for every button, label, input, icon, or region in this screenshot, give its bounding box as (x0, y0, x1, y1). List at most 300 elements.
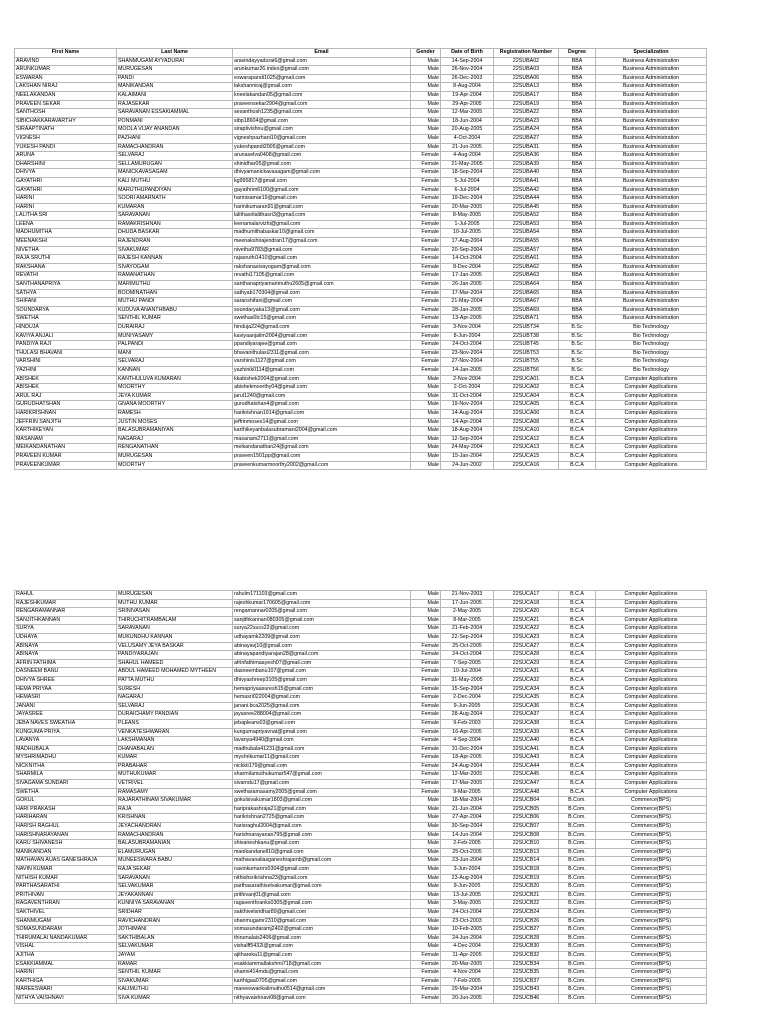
email-cell: hinduja224@gmail.com (233, 324, 411, 333)
registration-number-cell: 22SUCA04 (494, 392, 559, 401)
first-name-cell: SIVAGAMA SUNDARI (15, 780, 117, 789)
dob-cell: 9-Jun-2005 (441, 883, 494, 892)
table-row (15, 57, 707, 66)
first-name-cell: PARTHASARATHI (15, 883, 117, 892)
dob-cell: 4-Sep-2004 (441, 737, 494, 746)
registration-number-cell: 22SUCA29 (494, 659, 559, 668)
table-row (15, 848, 707, 857)
specialization-cell: Commerce(BPS) (596, 883, 707, 892)
header-last-name: Last Name (117, 49, 233, 58)
specialization-cell: Commerce(BPS) (596, 823, 707, 832)
first-name-cell: VARSHINI (15, 358, 117, 367)
table-row (15, 126, 707, 135)
degree-cell: BBA (559, 315, 596, 324)
specialization-cell: Computer Applications (596, 625, 707, 634)
degree-cell: B.Com. (559, 814, 596, 823)
table-row (15, 737, 707, 746)
registration-number-cell: 22SUCA21 (494, 616, 559, 625)
specialization-cell: Commerce(BPS) (596, 840, 707, 849)
specialization-cell: Computer Applications (596, 375, 707, 384)
gender-cell: Female (411, 203, 441, 212)
gender-cell: Female (411, 994, 441, 1003)
dob-cell: 14-Oct-2004 (441, 255, 494, 264)
email-cell: sanjithkannan080305@gmail.com (233, 616, 411, 625)
table-row (15, 186, 707, 195)
gender-cell: Male (411, 797, 441, 806)
specialization-cell: Business Administration (596, 57, 707, 66)
email-cell: yazhinik0114@gmail.com (233, 366, 411, 375)
email-cell: sakthivelsridhar89@gmail.com (233, 908, 411, 917)
email-cell: sesanthosh1235@gmail.com (233, 109, 411, 118)
table-row (15, 324, 707, 333)
first-name-cell: SHARMILA (15, 771, 117, 780)
first-name-cell: SANTHANAPRIYA (15, 281, 117, 290)
gender-cell: Female (411, 255, 441, 264)
last-name-cell: RAVICHANDRAN (117, 917, 233, 926)
table-row (15, 908, 707, 917)
last-name-cell: MUNIYASAMY (117, 332, 233, 341)
last-name-cell: KANTHULUVA KUMARAN (117, 375, 233, 384)
gender-cell: Female (411, 685, 441, 694)
table-row (15, 994, 707, 1003)
dob-cell: 15-Sep-2004 (441, 685, 494, 694)
registration-number-cell: 22SUCA12 (494, 435, 559, 444)
first-name-cell: RAKSHANA (15, 263, 117, 272)
first-name-cell: HARINI (15, 969, 117, 978)
gender-cell: Male (411, 409, 441, 418)
email-cell: kaviyaanjalim2004@gmail.com (233, 332, 411, 341)
table-row (15, 306, 707, 315)
dob-cell: 26-Nov-2004 (441, 66, 494, 75)
dob-cell: 27-Nov-2004 (441, 358, 494, 367)
email-cell: shanmugamr2310@gmail.com (233, 917, 411, 926)
dob-cell: 24-May-2004 (441, 444, 494, 453)
table-row (15, 452, 707, 461)
specialization-cell: Commerce(BPS) (596, 866, 707, 875)
degree-cell: B.Com. (559, 900, 596, 909)
table-row (15, 195, 707, 204)
email-cell: jarul1240@gmail.com (233, 392, 411, 401)
last-name-cell: PONMANI (117, 117, 233, 126)
specialization-cell: Business Administration (596, 212, 707, 221)
first-name-cell: NEELAKANDAN (15, 91, 117, 100)
dob-cell: 18-Mar-2004 (441, 797, 494, 806)
email-cell: praveenkumarmoorthy2002@gmail.com (233, 461, 411, 470)
gender-cell: Male (411, 831, 441, 840)
table-row (15, 298, 707, 307)
last-name-cell: MANICKAVASAGAM (117, 169, 233, 178)
table-row (15, 685, 707, 694)
last-name-cell: JEYA KUMAR (117, 392, 233, 401)
last-name-cell: SELVAKUMAR (117, 883, 233, 892)
table-row (15, 392, 707, 401)
gender-cell: Male (411, 591, 441, 600)
email-cell: sharmilamuthukumar547@gmail.com (233, 771, 411, 780)
last-name-cell: MOOLA VIJAY ANANDAN (117, 126, 233, 135)
dob-cell: 20-Mar-2005 (441, 203, 494, 212)
table-row (15, 780, 707, 789)
email-cell: aravindayyadurai6@gmail.com (233, 57, 411, 66)
last-name-cell: MUTHUKUMAR (117, 771, 233, 780)
registration-number-cell: 22SUCB08 (494, 831, 559, 840)
first-name-cell: DHARSHINI (15, 160, 117, 169)
last-name-cell: RAJASEKAR (117, 100, 233, 109)
first-name-cell: ABINAYA (15, 651, 117, 660)
table-row (15, 160, 707, 169)
gender-cell: Female (411, 745, 441, 754)
gender-cell: Male (411, 109, 441, 118)
degree-cell: B.C.A (559, 444, 596, 453)
gender-cell: Male (411, 599, 441, 608)
email-cell: sibp18604@gmail.com (233, 117, 411, 126)
table-row (15, 409, 707, 418)
gender-cell: Male (411, 100, 441, 109)
registration-number-cell: 22SUCA45 (494, 771, 559, 780)
first-name-cell: PRAVEENKUMAR (15, 461, 117, 470)
specialization-cell: Business Administration (596, 100, 707, 109)
degree-cell: BBA (559, 169, 596, 178)
degree-cell: BBA (559, 186, 596, 195)
first-name-cell: MATHAVAN AUAS GANESHRAJA (15, 857, 117, 866)
first-name-cell: SIRAAPTINATH (15, 126, 117, 135)
registration-number-cell: 22SUBA22 (494, 109, 559, 118)
registration-number-cell: 22SUCA22 (494, 625, 559, 634)
registration-number-cell: 22SUCB28 (494, 934, 559, 943)
last-name-cell: PANDI (117, 74, 233, 83)
email-cell: harishnarayanan795@gmail.com (233, 831, 411, 840)
first-name-cell: NITHISH KUMAR (15, 874, 117, 883)
gender-cell: Female (411, 951, 441, 960)
last-name-cell: BOOMINATHAN (117, 289, 233, 298)
degree-cell: BBA (559, 143, 596, 152)
email-cell: shinidhar05@gmail.com (233, 160, 411, 169)
table-row (15, 117, 707, 126)
table-row (15, 754, 707, 763)
specialization-cell: Computer Applications (596, 711, 707, 720)
first-name-cell: HARIHARAN (15, 814, 117, 823)
first-name-cell: HEMA PRIYAA (15, 685, 117, 694)
registration-number-cell: 22SUCA10 (494, 427, 559, 436)
first-name-cell: RENGARAMANNAR (15, 608, 117, 617)
registration-number-cell: 22SUBA02 (494, 57, 559, 66)
degree-cell: BBA (559, 298, 596, 307)
gender-cell: Female (411, 272, 441, 281)
registration-number-cell: 22SUBA71 (494, 315, 559, 324)
specialization-cell: Computer Applications (596, 719, 707, 728)
table-row (15, 349, 707, 358)
gender-cell: Male (411, 134, 441, 143)
first-name-cell: ARUL RAJ (15, 392, 117, 401)
registration-number-cell: 22SUCB22 (494, 900, 559, 909)
last-name-cell: SELVARAJ (117, 358, 233, 367)
dob-cell: 31-Oct-2004 (441, 392, 494, 401)
header-registration-number: Registration Number (494, 49, 559, 58)
specialization-cell: Business Administration (596, 169, 707, 178)
registration-number-cell: 22SUBA41 (494, 177, 559, 186)
specialization-cell: Business Administration (596, 83, 707, 92)
dob-cell: 10-Jul-2004 (441, 668, 494, 677)
degree-cell: B.Com. (559, 934, 596, 943)
registration-number-cell: 22SUCA23 (494, 633, 559, 642)
first-name-cell: MYSHRIMADHU (15, 754, 117, 763)
table-row (15, 134, 707, 143)
last-name-cell: JEYACHANDRAN (117, 823, 233, 832)
last-name-cell: MANIKANDAN (117, 83, 233, 92)
last-name-cell: RAMANATHAN (117, 272, 233, 281)
last-name-cell: KALIMUTHU (117, 986, 233, 995)
gender-cell: Female (411, 306, 441, 315)
degree-cell: B.Com. (559, 969, 596, 978)
registration-number-cell: 22SUCA32 (494, 676, 559, 685)
degree-cell: B.C.A (559, 694, 596, 703)
email-cell: siraptivishnu@gmail.com (233, 126, 411, 135)
email-cell: ppandiyarajee@gmail.com (233, 341, 411, 350)
gender-cell: Male (411, 625, 441, 634)
gender-cell: Male (411, 427, 441, 436)
registration-number-cell: 22SUBA06 (494, 74, 559, 83)
dob-cell: 21-Feb-2004 (441, 625, 494, 634)
registration-number-cell: 22SUCB13 (494, 848, 559, 857)
registration-number-cell: 22SUBA67 (494, 298, 559, 307)
degree-cell: B.C.A (559, 375, 596, 384)
table-row (15, 461, 707, 470)
registration-number-cell: 22SUBA53 (494, 220, 559, 229)
email-cell: harinisamar19@gmail.com (233, 195, 411, 204)
last-name-cell: MOORTHY (117, 384, 233, 393)
registration-number-cell: 22SUBA63 (494, 272, 559, 281)
last-name-cell: SARAVANAN (117, 625, 233, 634)
specialization-cell: Business Administration (596, 74, 707, 83)
last-name-cell: RAMACHANDRAN (117, 143, 233, 152)
gender-cell: Male (411, 857, 441, 866)
email-cell: sathyab170304@gmail.com (233, 289, 411, 298)
specialization-cell: Computer Applications (596, 608, 707, 617)
last-name-cell: SHANMUGAM AYYADURAI (117, 57, 233, 66)
specialization-cell: Bio Technology (596, 366, 707, 375)
table-row (15, 66, 707, 75)
dob-cell: 21-Jun-2004 (441, 805, 494, 814)
specialization-cell: Commerce(BPS) (596, 934, 707, 943)
dob-cell: 17-Jan-2005 (441, 272, 494, 281)
dob-cell: 24-Oct-2004 (441, 651, 494, 660)
degree-cell: B.Com. (559, 866, 596, 875)
specialization-cell: Commerce(BPS) (596, 805, 707, 814)
email-cell: harikrishnan1914@gmail.com (233, 409, 411, 418)
gender-cell: Female (411, 152, 441, 161)
gender-cell: Male (411, 143, 441, 152)
degree-cell: B.Com. (559, 951, 596, 960)
specialization-cell: Business Administration (596, 229, 707, 238)
table-row (15, 427, 707, 436)
email-cell: jayasree288004@gmail.com (233, 711, 411, 720)
gender-cell: Male (411, 384, 441, 393)
specialization-cell: Computer Applications (596, 754, 707, 763)
degree-cell: B.C.A (559, 616, 596, 625)
last-name-cell: RAJA (117, 805, 233, 814)
last-name-cell: KALAIMANI (117, 91, 233, 100)
registration-number-cell: 22SUBA19 (494, 100, 559, 109)
dob-cell: 18-Sep-2004 (441, 169, 494, 178)
dob-cell: 4-Nov-2004 (441, 969, 494, 978)
specialization-cell: Computer Applications (596, 668, 707, 677)
table-row (15, 934, 707, 943)
registration-number-cell: 22SUCA36 (494, 702, 559, 711)
header-gender: Gender (411, 49, 441, 58)
specialization-cell: Computer Applications (596, 685, 707, 694)
specialization-cell: Computer Applications (596, 651, 707, 660)
table-row (15, 177, 707, 186)
email-cell: hemasri022004@gmail.com (233, 694, 411, 703)
specialization-cell: Commerce(BPS) (596, 969, 707, 978)
dob-cell: 5-Jul-2004 (441, 177, 494, 186)
last-name-cell: SRINIVASAN (117, 608, 233, 617)
dob-cell: 31-Dec-2004 (441, 745, 494, 754)
degree-cell: B.Com. (559, 848, 596, 857)
first-name-cell: HARINI (15, 195, 117, 204)
table-row (15, 719, 707, 728)
last-name-cell: MUTHU KUMAR (117, 599, 233, 608)
dob-cell: 7-Sep-2005 (441, 659, 494, 668)
dob-cell: 24-Jun-2002 (441, 461, 494, 470)
gender-cell: Female (411, 186, 441, 195)
first-name-cell: SATHYA (15, 289, 117, 298)
registration-number-cell: 22SUCA39 (494, 728, 559, 737)
specialization-cell: Computer Applications (596, 427, 707, 436)
specialization-cell: Commerce(BPS) (596, 960, 707, 969)
registration-number-cell: 22SUBA44 (494, 195, 559, 204)
specialization-cell: Bio Technology (596, 349, 707, 358)
gender-cell: Male (411, 74, 441, 83)
registration-number-cell: 22SUCA47 (494, 780, 559, 789)
registration-number-cell: 22SUCB34 (494, 960, 559, 969)
gender-cell: Male (411, 805, 441, 814)
last-name-cell: DURAIRAJ (117, 324, 233, 333)
email-cell: dhivyamanickavasagam@gmail.com (233, 169, 411, 178)
gender-cell: Female (411, 676, 441, 685)
first-name-cell: DHIVYA (15, 169, 117, 178)
first-name-cell: MAREESWARI (15, 986, 117, 995)
first-name-cell: NIVETHA (15, 246, 117, 255)
registration-number-cell: 22SUCA05 (494, 401, 559, 410)
gender-cell: Female (411, 298, 441, 307)
first-name-cell: SHIFANI (15, 298, 117, 307)
gender-cell: Female (411, 195, 441, 204)
gender-cell: Male (411, 461, 441, 470)
degree-cell: BBA (559, 117, 596, 126)
first-name-cell: SOMASUNDARAM (15, 926, 117, 935)
first-name-cell: ARUNKUMAR (15, 66, 117, 75)
email-cell: kg995817@gmail.com (233, 177, 411, 186)
registration-number-cell: 22SUCA18 (494, 599, 559, 608)
degree-cell: B.C.A (559, 418, 596, 427)
degree-cell: BBA (559, 195, 596, 204)
dob-cell: 9-Feb-2003 (441, 719, 494, 728)
first-name-cell: SHANMUGAM (15, 917, 117, 926)
table-row (15, 375, 707, 384)
table-row (15, 74, 707, 83)
gender-cell: Female (411, 315, 441, 324)
email-cell: swethas0tc15@gmail.com (233, 315, 411, 324)
last-name-cell: JAYAM (117, 951, 233, 960)
dob-cell: 17-Mar-2005 (441, 780, 494, 789)
dob-cell: 25-Oct-2005 (441, 848, 494, 857)
registration-number-cell: 22SUCB20 (494, 883, 559, 892)
table-row (15, 444, 707, 453)
degree-cell: B.Com. (559, 986, 596, 995)
email-cell: dasneembanu107@gmail.com (233, 668, 411, 677)
dob-cell: 27-Apr-2004 (441, 814, 494, 823)
last-name-cell: GNANA MOORTHY (117, 401, 233, 410)
first-name-cell: ABISHEK (15, 384, 117, 393)
degree-cell: BBA (559, 160, 596, 169)
registration-number-cell: 22SUCA15 (494, 452, 559, 461)
dob-cell: 12-Mar-2005 (441, 771, 494, 780)
first-name-cell: SURYA (15, 625, 117, 634)
registration-number-cell: 22SUCB18 (494, 866, 559, 875)
registration-number-cell: 22SUCA37 (494, 711, 559, 720)
dob-cell: 31-May-2005 (441, 676, 494, 685)
last-name-cell: MOORTHY (117, 461, 233, 470)
table-row (15, 238, 707, 247)
dob-cell: 26-Dec-2003 (441, 74, 494, 83)
degree-cell: B.Com. (559, 883, 596, 892)
last-name-cell: DHUDA BASKAR (117, 229, 233, 238)
gender-cell: Female (411, 977, 441, 986)
last-name-cell: KUMARAN (117, 203, 233, 212)
specialization-cell: Computer Applications (596, 444, 707, 453)
email-cell: jebapleans03@gmail.com (233, 719, 411, 728)
specialization-cell: Commerce(BPS) (596, 994, 707, 1003)
gender-cell: Male (411, 83, 441, 92)
email-cell: gurudhatshan4@gmail.com (233, 401, 411, 410)
last-name-cell: MARUTHUPANDIYAN (117, 186, 233, 195)
specialization-cell: Bio Technology (596, 358, 707, 367)
gender-cell: Male (411, 900, 441, 909)
degree-cell: B.C.A (559, 435, 596, 444)
registration-number-cell: 22SUCA16 (494, 461, 559, 470)
email-cell: abinayapandiyarajan28@gmail.com (233, 651, 411, 660)
specialization-cell: Computer Applications (596, 452, 707, 461)
dob-cell: 12-Sep-2004 (441, 435, 494, 444)
registration-number-cell: 22SUCA02 (494, 384, 559, 393)
last-name-cell: JEYAKANNAN (117, 891, 233, 900)
registration-number-cell: 22SUCB06 (494, 814, 559, 823)
gender-cell: Male (411, 435, 441, 444)
first-name-cell: GOKUL (15, 797, 117, 806)
email-cell: harikrishnan2725@gmail.com (233, 814, 411, 823)
email-cell: rajasruthi1410@gmail.com (233, 255, 411, 264)
first-name-cell: ABINAYA (15, 642, 117, 651)
gender-cell: Male (411, 126, 441, 135)
table-row (15, 651, 707, 660)
dob-cell: 8-Dec-2004 (441, 263, 494, 272)
last-name-cell: PRABAHAR (117, 762, 233, 771)
email-cell: harisraghul2004@gmail.com (233, 823, 411, 832)
first-name-cell: LAKSHAN NIRAJ (15, 83, 117, 92)
email-cell: sivamdu17@gmail.com (233, 780, 411, 789)
table-row (15, 435, 707, 444)
first-name-cell: VISHAL (15, 943, 117, 952)
specialization-cell: Computer Applications (596, 599, 707, 608)
table-row (15, 883, 707, 892)
first-name-cell: AJITHA (15, 951, 117, 960)
last-name-cell: RAJESH KANNAN (117, 255, 233, 264)
registration-number-cell: 22SUBT53 (494, 349, 559, 358)
table-row (15, 874, 707, 883)
dob-cell: 28-Aug-2004 (441, 711, 494, 720)
specialization-cell: Bio Technology (596, 324, 707, 333)
first-name-cell: PRAVEEN SEKAR (15, 100, 117, 109)
